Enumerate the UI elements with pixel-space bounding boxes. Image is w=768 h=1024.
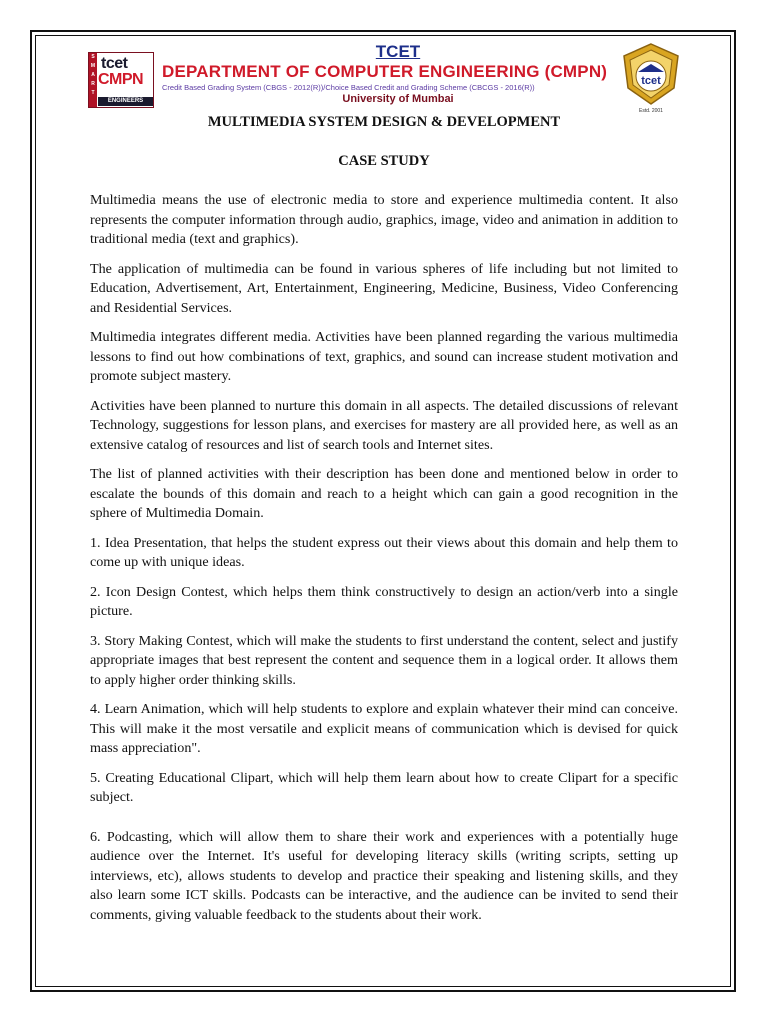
university-name: University of Mumbai — [342, 93, 454, 105]
tcet-seal-logo — [618, 42, 684, 118]
seal-icon — [618, 42, 684, 108]
list-item: 2. Icon Design Contest, which helps them think constructively to design an action/verb into a single picture. — [90, 583, 678, 619]
paragraph: Multimedia integrates different media. Activities have been planned regarding the various multimedia lessons to find out how combinations of text, graphics, and sound can increase student motivation and promote subject mastery. — [90, 329, 678, 384]
institute-name: TCET — [375, 42, 421, 61]
department-name: DEPARTMENT OF COMPUTER ENGINEERING (CMPN) — [162, 62, 608, 81]
document-title: MULTIMEDIA SYSTEM DESIGN & DEVELOPMENT — [207, 114, 561, 130]
seal-tcet-text: tcet — [641, 75, 661, 87]
list-item: 3. Story Making Contest, which will make the students to first understand the content, select and justify appropriate images that best represent the content and sequence them in a logical order. It allows them to apply higher order thinking skills. — [90, 632, 678, 688]
document-body — [90, 191, 678, 925]
logo-tcet-text: tcet — [101, 55, 128, 72]
grading-scheme: Credit Based Grading System (CBGS - 2012(R))/Choice Based Credit and Grading Scheme (CBCGS - 2016(R)) — [162, 83, 535, 92]
document-subtitle: CASE STUDY — [338, 153, 430, 169]
logo-cmpn-text: CMPN — [98, 71, 144, 88]
logo-stripe-text: S M A R T — [89, 53, 97, 107]
logo-engineers-text: ENGINEERS — [98, 97, 153, 106]
cmpn-logo — [88, 52, 154, 108]
letterhead — [88, 42, 688, 114]
paragraph: The application of multimedia can be found in various spheres of life including but not limited to Education, Advertisement, Art, Entertainment, Engineering, Medicine, Business, Video Conferencing and Residential Services. — [90, 260, 678, 316]
list-item: 5. Creating Educational Clipart, which will help them learn about how to create Clipart for a specific subject. — [90, 769, 678, 805]
list-item: 6. Podcasting, which will allow them to share their work and experiences with a potentially huge audience over the Internet. It's useful for developing literacy skills (writing scripts, setting up interviews, etc), allows students to develop and practice their speaking and listening skills, and they also learn some ICT skills. Podcasts can be interactive, and the audience can be invited to send their comments, giving valuable feedback to the students about their work. — [90, 828, 678, 923]
paragraph: Multimedia means the use of electronic media to store and experience multimedia content. It also represents the computer information through audio, graphics, image, video and animation in addition to traditional media (text and graphics). — [90, 192, 678, 247]
established-text: Estd. 2001 — [639, 108, 663, 114]
paragraph: Activities have been planned to nurture this domain in all aspects. The detailed discussions of relevant Technology, suggestions for lesson plans, and exercises for mastery are all provided here, as well as an extensive catalog of resources and list of search tools and Internet sites. — [90, 397, 678, 453]
paragraph: The list of planned activities with their description has been done and mentioned below in order to escalate the bounds of this domain and reach to a height which can gain a good recognition in the sphere of Multimedia Domain. — [90, 466, 678, 521]
list-item: 4. Learn Animation, which will help students to explore and explain whatever their mind can conceive. This will make it the most versatile and explicit means of communication which is devised for quick mass appreciation". — [90, 701, 678, 756]
list-item: 1. Idea Presentation, that helps the student express out their views about this domain and help them to come up with unique ideas. — [90, 534, 678, 570]
